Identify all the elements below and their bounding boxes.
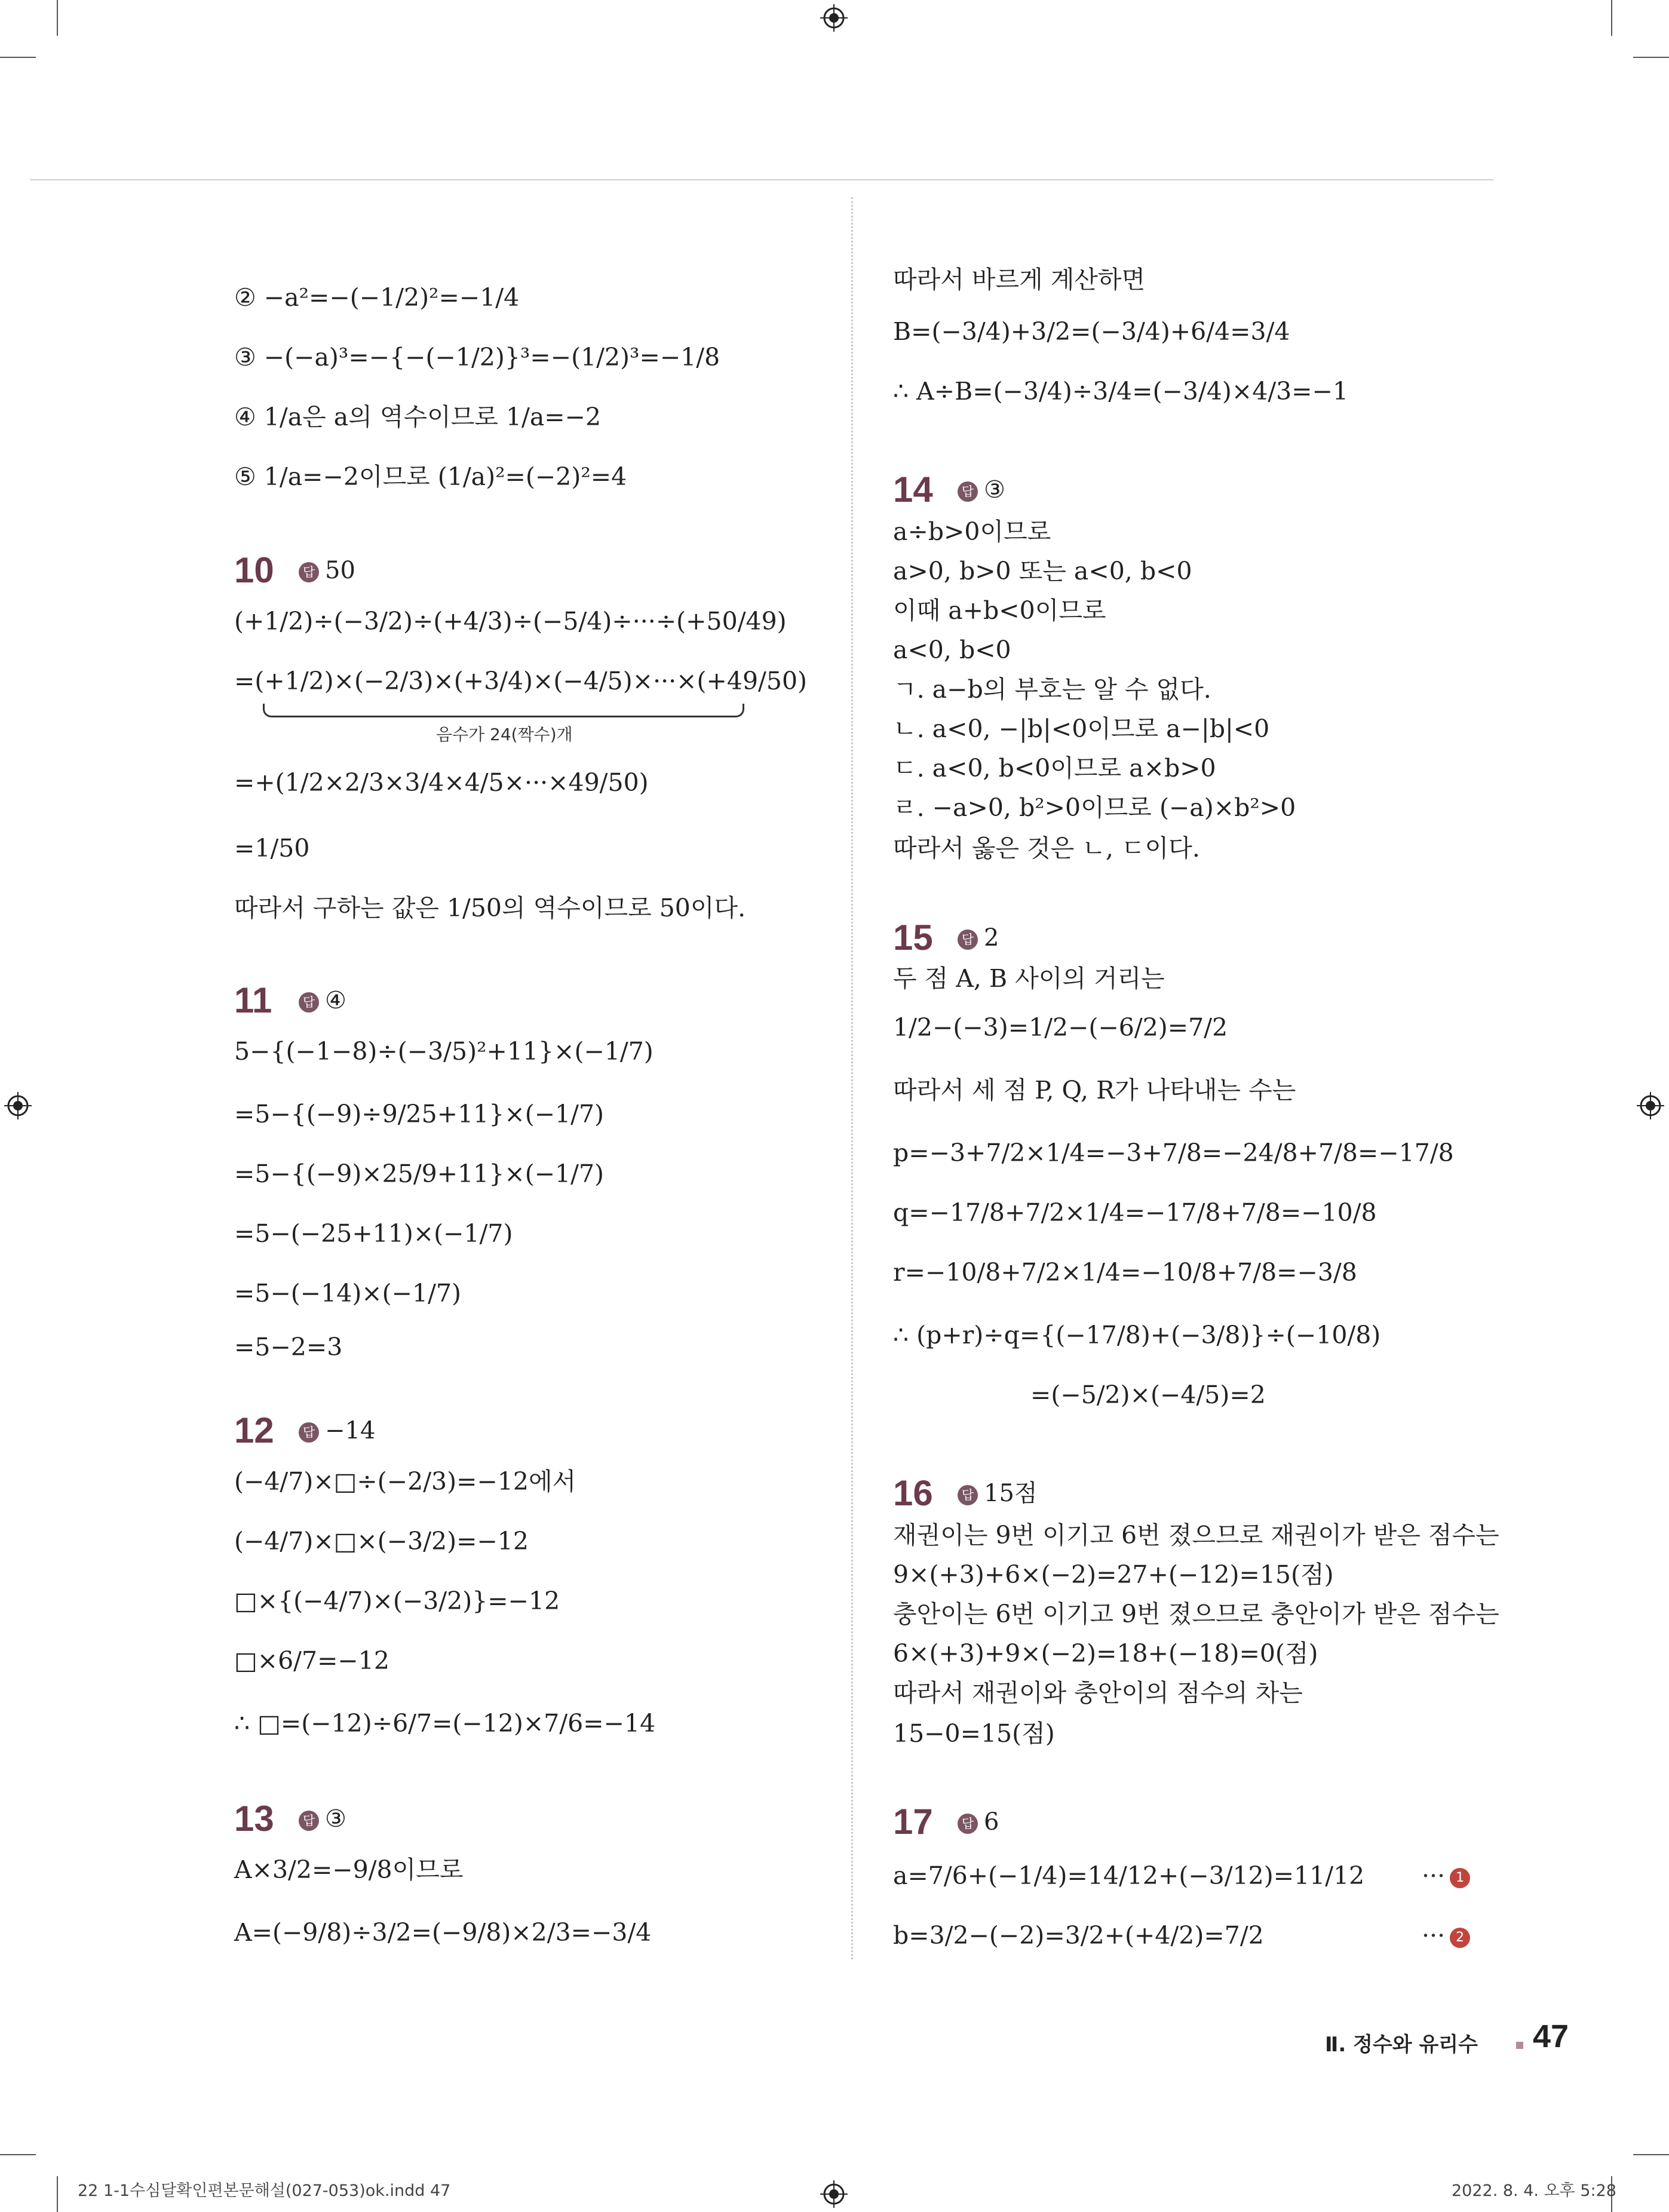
solution-line: b=3/2−(−2)=3/2+(+4/2)=7/2 [893,1921,1264,1950]
solution-line: =5−2=3 [234,1333,343,1361]
solution-line: ⑤ 1/a=−2이므로 (1/a)²=(−2)²=4 [234,462,627,491]
answer-badge: 답 [299,562,319,582]
solution-line: a=7/6+(−1/4)=14/12+(−3/12)=11/12 [893,1861,1365,1890]
step-marker [1422,1918,1470,1953]
answer-value: 50 [325,557,355,584]
answer-badge: 답 [299,1422,319,1443]
file-slug: 22 1-1수심달확인편본문해설(027-053)ok.indd 47 [78,2182,451,2200]
solution-line: 9×(+3)+6×(−2)=27+(−12)=15(점) [893,1560,1334,1589]
solution-line: B=(−3/4)+3/2=(−3/4)+6/4=3/4 [893,317,1290,346]
problem-number: 13 [234,1799,274,1839]
crop-line [57,0,58,36]
solution-line: 따라서 구하는 값은 1/50의 역수이므로 50이다. [234,894,746,922]
registration-mark-icon [4,1092,32,1119]
answer [958,1801,999,1843]
solution-line: q=−17/8+7/2×1/4=−17/8+7/8=−10/8 [893,1198,1377,1227]
solution-line: A×3/2=−9/8이므로 [234,1855,464,1884]
solution-line: =1/50 [234,834,310,863]
answer-badge: 답 [958,481,978,502]
brace-note: 음수가 24(짝수)개 [436,725,573,744]
solution-line: 따라서 세 점 P, Q, R가 나타내는 수는 [893,1076,1296,1105]
underbrace [263,704,744,717]
solution-line: ㄷ. a<0, b<0이므로 a×b>0 [893,754,1216,783]
answer [299,980,346,1021]
ellipsis: ··· [1422,1921,1446,1950]
solution-line: ∴ □=(−12)÷6/7=(−12)×7/6=−14 [234,1709,656,1738]
solution-line: ㄹ. −a>0, b²>0이므로 (−a)×b²>0 [893,793,1296,822]
footer-square-icon [1516,2042,1523,2049]
answer-badge: 답 [299,1811,319,1831]
solution-line: ∴ (p+r)÷q={(−17/8)+(−3/8)}÷(−10/8) [893,1321,1381,1349]
solution-line: 따라서 바르게 계산하면 [893,265,1146,294]
problem-number: 14 [893,470,933,510]
crop-line [0,57,36,58]
answer-badge: 답 [299,992,319,1013]
answer-badge: 답 [958,1485,978,1505]
registration-mark-icon [820,2180,848,2208]
answer [299,1410,375,1452]
solution-line: =(−5/2)×(−4/5)=2 [1030,1380,1266,1409]
registration-mark-icon [820,4,848,32]
solution-line: =(+1/2)×(−2/3)×(+3/4)×(−4/5)×···×(+49/50) [234,667,808,695]
ellipsis: ··· [1422,1861,1446,1890]
answer-value: 15점 [984,1480,1038,1507]
step-marker [1422,1858,1470,1894]
solution-line: 1/2−(−3)=1/2−(−6/2)=7/2 [893,1013,1228,1042]
solution-line: a÷b>0이므로 [893,517,1051,546]
solution-line: =5−(−14)×(−1/7) [234,1279,461,1308]
crop-line [1611,0,1612,36]
solution-line: ② −a²=−(−1/2)²=−1/4 [234,283,520,312]
solution-line: r=−10/8+7/2×1/4=−10/8+7/8=−3/8 [893,1258,1357,1287]
answer-badge: 답 [958,929,978,950]
answer-value: −14 [325,1417,376,1444]
problem-number: 15 [893,918,933,958]
solution-line: 6×(+3)+9×(−2)=18+(−18)=0(점) [893,1639,1318,1668]
problem-number: 10 [234,550,274,590]
answer [299,550,355,591]
solution-line: 재권이는 9번 이기고 6번 졌으므로 재권이가 받은 점수는 [893,1521,1499,1550]
page-number: 47 [1533,2018,1569,2054]
crop-line [0,2154,36,2155]
answer-value: 2 [984,924,999,952]
solution-line: 15−0=15(점) [893,1719,1055,1748]
top-frame-line [30,179,1493,180]
answer [958,469,1005,511]
solution-line: A=(−9/8)÷3/2=(−9/8)×2/3=−3/4 [234,1918,652,1947]
solution-line: ④ 1/a은 a의 역수이므로 1/a=−2 [234,403,602,431]
solution-line: 따라서 옳은 것은 ㄴ, ㄷ이다. [893,834,1200,863]
answer [958,1472,1038,1514]
solution-line: □×{(−4/7)×(−3/2)}=−12 [234,1587,560,1615]
solution-line: a>0, b>0 또는 a<0, b<0 [893,557,1192,585]
problem-number: 16 [893,1473,933,1513]
solution-line: (+1/2)÷(−3/2)÷(+4/3)÷(−5/4)÷···÷(+50/49) [234,607,787,636]
print-timestamp: 2022. 8. 4. 오후 5:28 [1452,2182,1616,2200]
answer [958,917,999,959]
solution-line: =+(1/2×2/3×3/4×4/5×···×49/50) [234,768,649,797]
crop-line [57,2176,58,2212]
answer-value: ④ [325,987,346,1014]
solution-line: 충안이는 6번 이기고 9번 졌으므로 충안이가 받은 점수는 [893,1600,1499,1628]
solution-line: ③ −(−a)³=−{−(−1/2)}³=−(1/2)³=−1/8 [234,343,720,372]
solution-line: =5−{(−9)÷9/25+11}×(−1/7) [234,1100,605,1128]
problem-number: 12 [234,1410,274,1450]
solution-line: =5−(−25+11)×(−1/7) [234,1219,513,1248]
solution-line: 5−{(−1−8)÷(−3/5)²+11}×(−1/7) [234,1037,654,1066]
solution-line: ㄱ. a−b의 부호는 알 수 없다. [893,675,1211,704]
answer-value: ③ [984,476,1005,504]
solution-line: ∴ A÷B=(−3/4)÷3/4=(−3/4)×4/3=−1 [893,377,1349,406]
solution-line: ㄴ. a<0, −|b|<0이므로 a−|b|<0 [893,714,1270,743]
solution-line: 두 점 A, B 사이의 거리는 [893,964,1165,993]
answer [299,1798,346,1840]
problem-number: 11 [234,980,272,1020]
crop-line [1633,57,1669,58]
problem-number: 17 [893,1802,933,1842]
solution-line: 따라서 재권이와 충안이의 점수의 차는 [893,1679,1303,1707]
section-title: Ⅱ. 정수와 유리수 [1324,2033,1478,2057]
answer-badge: 답 [958,1814,978,1834]
step-number-icon: 1 [1450,1868,1470,1888]
solution-line: p=−3+7/2×1/4=−3+7/8=−24/8+7/8=−17/8 [893,1139,1454,1167]
answer-value: ③ [325,1805,346,1833]
answer-value: 6 [984,1808,999,1836]
solution-line: □×6/7=−12 [234,1646,389,1675]
column-divider [851,197,853,1959]
solution-line: a<0, b<0 [893,636,1011,664]
solution-line: 이때 a+b<0이므로 [893,596,1106,625]
registration-mark-icon [1637,1092,1664,1119]
solution-line: =5−{(−9)×25/9+11}×(−1/7) [234,1159,605,1188]
step-number-icon: 2 [1450,1928,1470,1948]
crop-line [1633,2154,1669,2155]
solution-line: (−4/7)×□×(−3/2)=−12 [234,1527,529,1556]
solution-line: (−4/7)×□÷(−2/3)=−12에서 [234,1467,576,1496]
